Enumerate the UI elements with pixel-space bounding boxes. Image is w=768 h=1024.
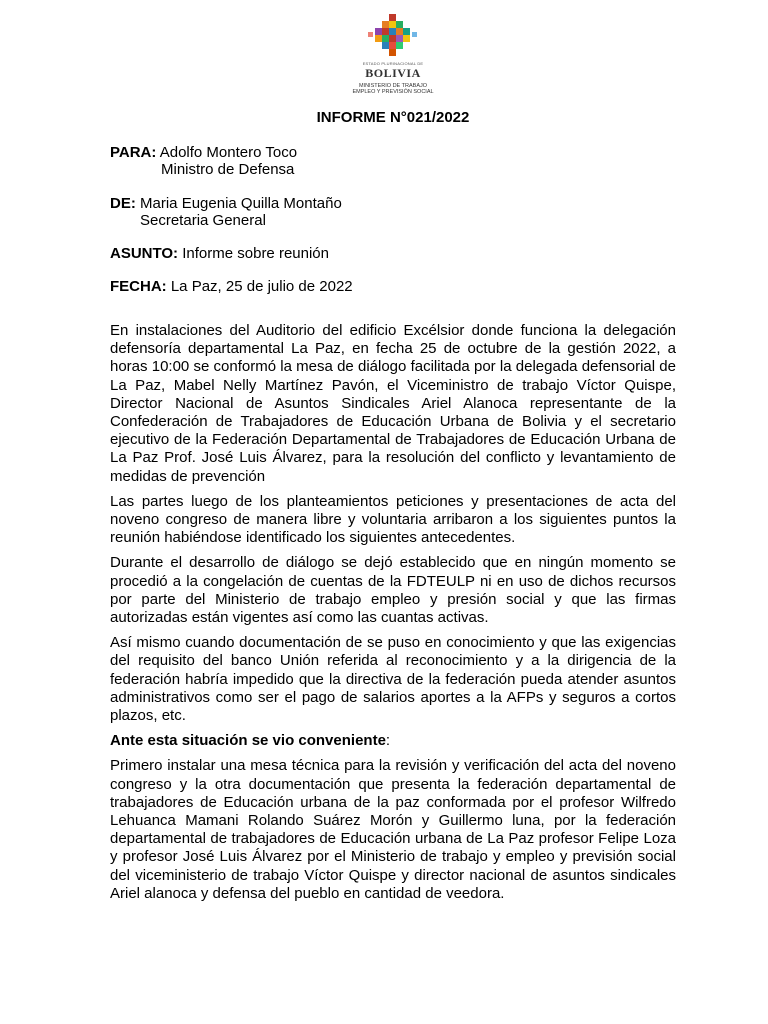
de-field (110, 195, 342, 212)
para-role: Ministro de Defensa (161, 161, 295, 178)
fecha-field (110, 278, 353, 295)
paragraph-5 (110, 732, 676, 750)
asunto-field (110, 245, 329, 262)
ministry-line-1: MINISTERIO DE TRABAJO (358, 83, 428, 89)
ministry-name (330, 83, 456, 95)
report-title: INFORME N°021/2022 (316, 109, 470, 126)
letterhead (330, 14, 456, 95)
paragraph-2: Las partes luego de los planteamientos peticiones y presentaciones de acta del noveno congreso de manera libre y voluntaria arribaron a los siguientes puntos la reunión habiéndose identificado los siguientes antecedentes. (110, 492, 676, 547)
paragraph-3: Durante el desarrollo de diálogo se dejó establecido que en ningún momento se procedió a la congelación de cuentas de la FDTEULP ni en uso de dichos recursos por parte del Ministerio de trabajo empleo y presión social y que las firmas autorizadas están vigentes así como las cuantas activas. (110, 554, 676, 627)
country-name: BOLIVIA (365, 66, 421, 80)
state-line: ESTADO PLURINACIONAL DE (362, 61, 424, 66)
report-body (110, 322, 676, 910)
paragraph-1: En instalaciones del Auditorio del edificio Excélsior donde funciona la delegación defensoría departamental La Paz, en fecha 25 de octubre de la gestión 2022, a horas 10:00 se conformó la mesa de diálogo facilitada por la delegada defensorial de La Paz, Mabel Nelly Martínez Pavón, el Viceministro de trabajo Víctor Quispe, Director Nacional de Asuntos Sindicales Ariel Alanoca representante de la Confederación de Trabajadores de Educación Urbana de Bolivia y el secretario ejecutivo de la Federación Departamental de Trabajadores de Educación Urbana de La Paz Prof. José Luis Álvarez, para la resolución del conflicto y levantamiento de medidas de prevención (110, 322, 676, 485)
ministry-line-2: EMPLEO Y PREVISIÓN SOCIAL (352, 89, 434, 95)
de-name: Maria Eugenia Quilla Montaño (140, 195, 342, 212)
de-label: DE: (110, 195, 136, 212)
para-field (110, 144, 297, 161)
paragraph-4: Así mismo cuando documentación de se puso en conocimiento y que las exigencias del requisito del banco Unión referida al reconocimiento y a la dirigencia de la federación habría impedido que la directiva de la federación pueda atender asuntos administrativos como ser el pago de salarios aportes a la AFPs y seguros a cortos plazos, etc. (110, 634, 676, 725)
conclusion-colon: : (385, 732, 391, 750)
fecha-value: La Paz, 25 de julio de 2022 (170, 278, 353, 295)
para-label: PARA: (110, 144, 157, 161)
coat-of-arms-icon (365, 14, 421, 60)
para-name: Adolfo Montero Toco (159, 144, 298, 161)
asunto-value: Informe sobre reunión (182, 245, 329, 262)
fecha-label: FECHA: (110, 278, 167, 295)
conclusion-heading: Ante esta situación se vio conveniente (110, 732, 386, 750)
de-role: Secretaria General (140, 212, 266, 229)
asunto-label: ASUNTO: (110, 245, 179, 262)
paragraph-6: Primero instalar una mesa técnica para la revisión y verificación del acta del noveno congreso y la otra documentación que presenta la federación departamental de trabajadores de Educación urbana de la paz conformada por el profesor Wilfredo Lehuanca Mamani Rolando Suárez Morón y Guillermo luna, por la federación departamental de trabajadores de Educación urbana de La Paz profesor Felipe Loza y profesor José Luis Álvarez por el Ministerio de trabajo y empleo y previsión social del viceministerio de trabajo Víctor Quispe y director nacional de asuntos sindicales Ariel alanoca y defensa del pueblo en cantidad de veedora. (110, 757, 676, 902)
